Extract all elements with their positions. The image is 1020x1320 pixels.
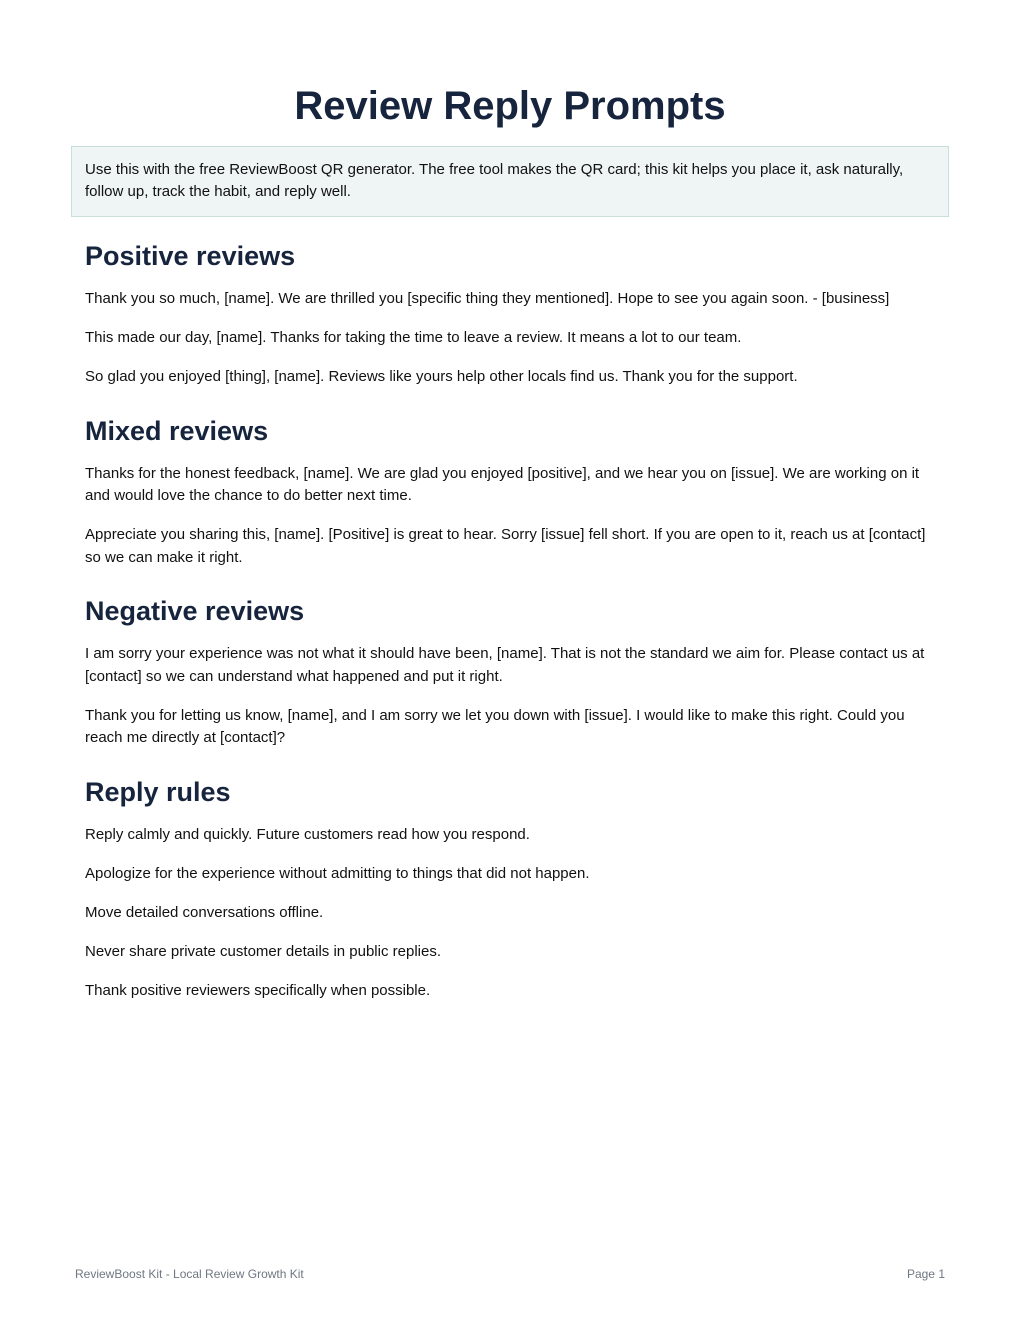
reply-prompt: Appreciate you sharing this, [name]. [Positive] is great to hear. Sorry [issue] fell short. If you are open to it, reach us at [contact] so we can make it right. [85, 526, 926, 566]
reply-rule: Move detailed conversations offline. [85, 903, 324, 921]
document-body [85, 238, 945, 1026]
section-reply-rules [85, 774, 945, 1003]
reply-prompt: I am sorry your experience was not what it should have been, [name]. That is not the standard we aim for. Please contact us at [contact] so we can understand what happened and put it right. [85, 645, 925, 685]
reply-rule: Apologize for the experience without admitting to things that did not happen. [85, 864, 590, 882]
reply-prompt: So glad you enjoyed [thing], [name]. Reviews like yours help other locals find us. Thank you for the support. [85, 368, 798, 385]
section-negative-reviews [85, 593, 945, 750]
section-heading: Mixed reviews [85, 415, 269, 446]
section-mixed-reviews [85, 413, 945, 570]
footer-kit-name: ReviewBoost Kit - Local Review Growth Kit [75, 1267, 304, 1281]
reply-prompt: Thank you for letting us know, [name], and I am sorry we let you down with [issue]. I would like to make this right. Could you reach me directly at [contact]? [85, 706, 905, 746]
page-title: Review Reply Prompts [294, 84, 726, 128]
section-heading: Negative reviews [85, 596, 305, 626]
reply-prompt: This made our day, [name]. Thanks for taking the time to leave a review. It means a lot to our team. [85, 329, 742, 346]
reply-rule: Never share private customer details in public replies. [85, 942, 441, 960]
reply-rule: Reply calmly and quickly. Future customers read how you respond. [85, 825, 530, 843]
section-heading: Reply rules [85, 776, 231, 807]
section-positive-reviews [85, 238, 945, 389]
intro-callout: Use this with the free ReviewBoost QR generator. The free tool makes the QR card; this kit helps you place it, ask naturally, follow up, track the habit, and reply well. [71, 146, 949, 217]
reply-prompt: Thanks for the honest feedback, [name]. We are glad you enjoyed [positive], and we hear you on [issue]. We are working on it and would love the chance to do better next time. [85, 464, 920, 504]
footer-page-number: Page 1 [906, 1267, 945, 1281]
reply-rule: Thank positive reviewers specifically when possible. [85, 981, 431, 999]
reply-prompt: Thank you so much, [name]. We are thrilled you [specific thing they mentioned]. Hope to see you again soon. - [business] [85, 290, 890, 307]
section-heading: Positive reviews [85, 241, 296, 271]
